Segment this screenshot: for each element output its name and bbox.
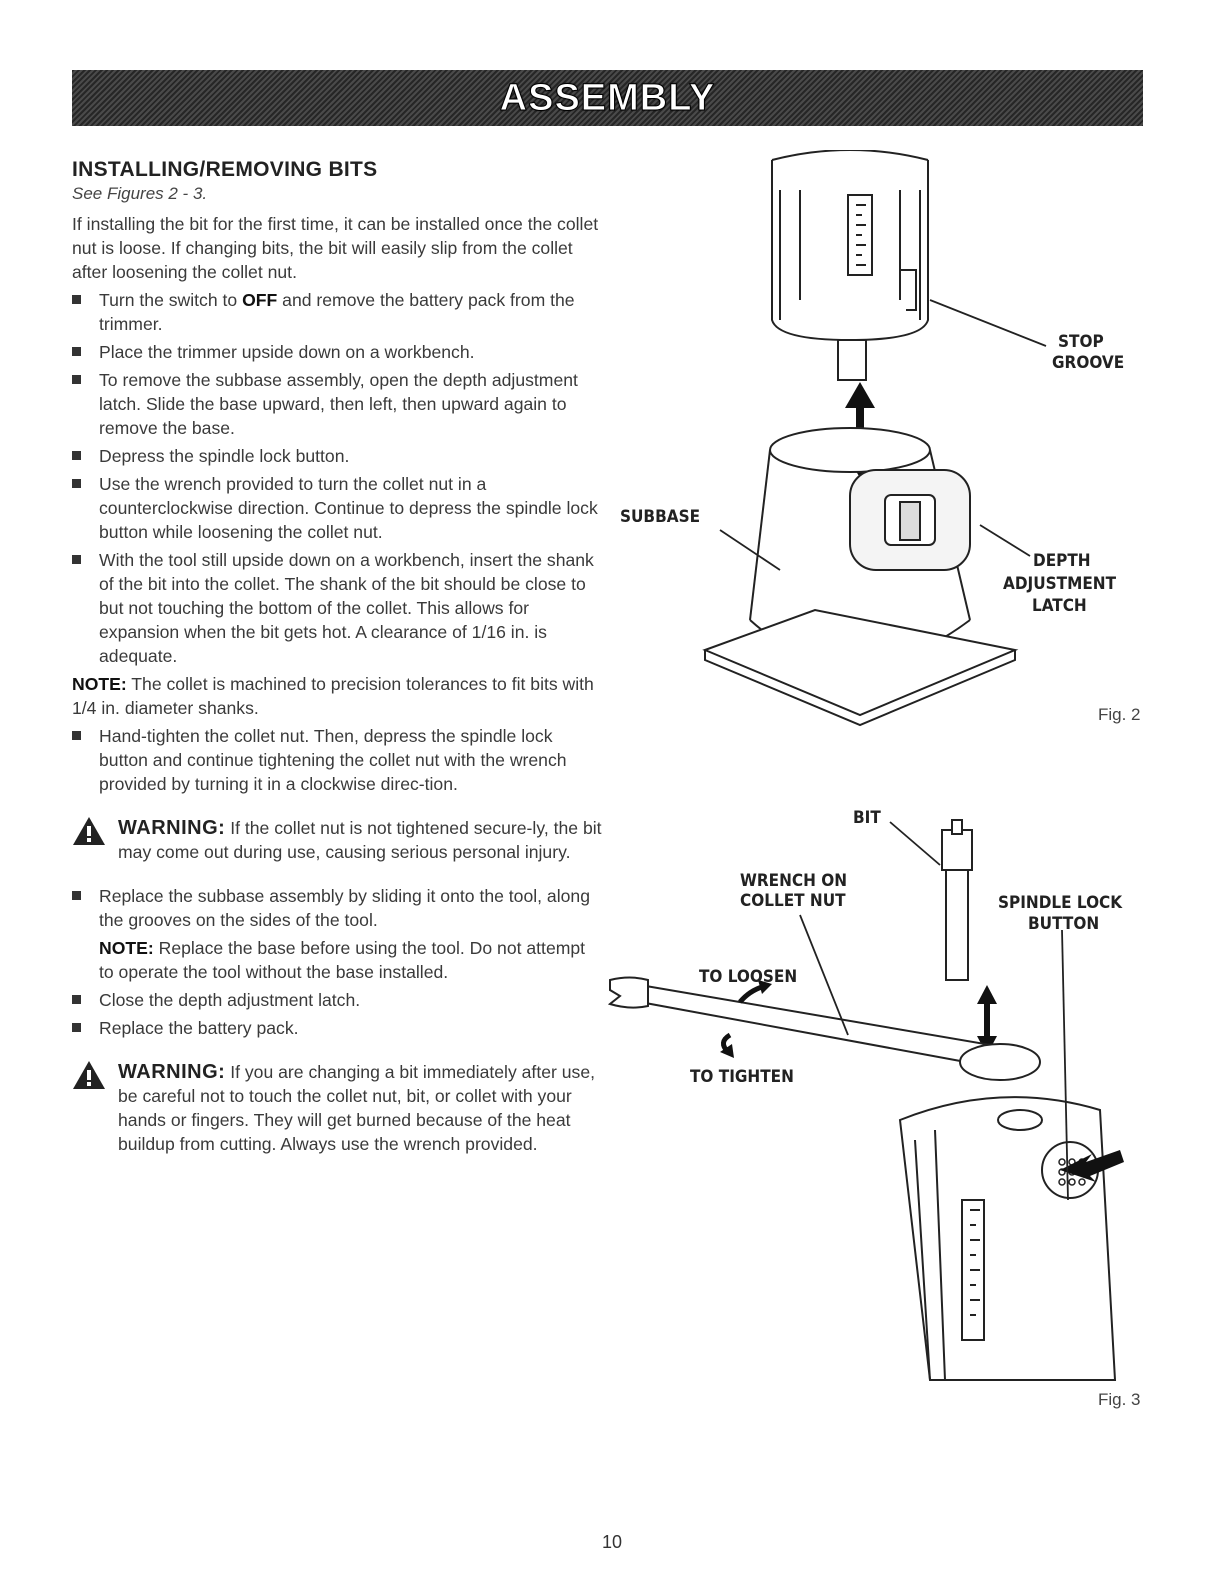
label-stop: STOP [1058,332,1104,352]
note-collet [72,672,602,720]
note-label: NOTE: [72,674,127,694]
step-list-2 [72,724,602,796]
figure-3-caption: Fig. 3 [1098,1390,1141,1409]
step-item: Depress the spindle lock button. [72,444,602,468]
section-banner [72,70,1143,126]
step-item: To remove the subbase assembly, open the depth adjustment latch. Slide the base upward, then left, then upward again to remove the base. [72,368,602,440]
step-item: Place the trimmer upside down on a workbench. [72,340,602,364]
warning-icon [72,816,106,846]
step-item: Hand-tighten the collet nut. Then, depress the spindle lock button and continue tightening the collet nut with the wrench provided by turning it in a clockwise direc-tion. [72,724,602,796]
intro-paragraph: If installing the bit for the first time, it can be installed once the collet nut is loose. If changing bits, the bit will easily slip from the collet after loosening the collet nut. [72,214,599,282]
label-collet-nut: COLLET NUT [740,891,846,911]
step-item: Replace the subbase assembly by sliding it onto the tool, along the grooves on the sides of the tool. [72,884,602,932]
note-label: NOTE: [99,938,154,958]
step-item: Use the wrench provided to turn the collet nut in a counterclockwise direction. Continue to depress the spindle lock button while loosening the collet nut. [72,472,602,544]
step-text: Turn the switch to [99,290,243,310]
banner-title: ASSEMBLY [499,76,716,119]
label-to-loosen: TO LOOSEN [699,967,798,987]
warning-heading: WARNING: [118,1061,226,1083]
step-list-4 [72,988,602,1040]
note-text: Replace the base before using the tool. Do not attempt to operate the tool without the base installed. [99,938,586,982]
step-list-1 [72,288,602,668]
step-item: Replace the battery pack. [72,1016,602,1040]
figure-2-subbase [600,150,1160,730]
note-text: The collet is machined to precision tolerances to fit bits with 1/4 in. diameter shanks. [72,674,594,718]
step-text: and remove the battery pack from the trimmer. [99,290,575,334]
figure-2-caption: Fig. 2 [1098,705,1141,724]
step-item [72,288,602,336]
warning-block-1 [72,816,602,864]
step-item: Close the depth adjustment latch. [72,988,602,1012]
label-spindle-lock: SPINDLE LOCK [998,893,1123,913]
label-depth: DEPTH [1033,551,1091,571]
label-latch: LATCH [1032,596,1087,616]
section-title: INSTALLING/REMOVING BITS [72,158,378,181]
instructions-column [72,158,602,1176]
label-subbase: SUBBASE [620,507,701,527]
figure-3-collet-wrench [600,790,1160,1390]
warning-icon [72,1060,106,1090]
label-button: BUTTON [1028,914,1100,934]
step-item: With the tool still upside down on a workbench, insert the shank of the bit into the collet. The shank of the bit should be close to but not touching the bottom of the collet. This allows for expansion when the bit gets hot. A clearance of 1/16 in. is adequate. [72,548,602,668]
step-list-3 [72,884,602,932]
label-adjustment: ADJUSTMENT [1003,574,1116,594]
label-wrench-on: WRENCH ON [740,871,848,891]
note-replace-base [99,936,602,984]
warning-block-2 [72,1060,602,1156]
label-bit: BIT [853,808,881,828]
step-bold: OFF [242,290,278,310]
warning-text: If the collet nut is not tightened secure-ly, the bit may come out during use, causing serious personal injury. [118,818,602,862]
warning-text: If you are changing a bit immediately after use, be careful not to touch the collet nut, bit, or collet with your hands or fingers. They will get burned because of the heat buildup from cutting. Always use the wrench provided. [118,1062,595,1154]
label-groove: GROOVE [1052,353,1125,373]
see-figures-ref: See Figures 2 - 3. [72,184,208,203]
warning-heading: WARNING: [118,817,226,839]
page-number: 10 [601,1532,623,1552]
label-to-tighten: TO TIGHTEN [690,1067,794,1087]
